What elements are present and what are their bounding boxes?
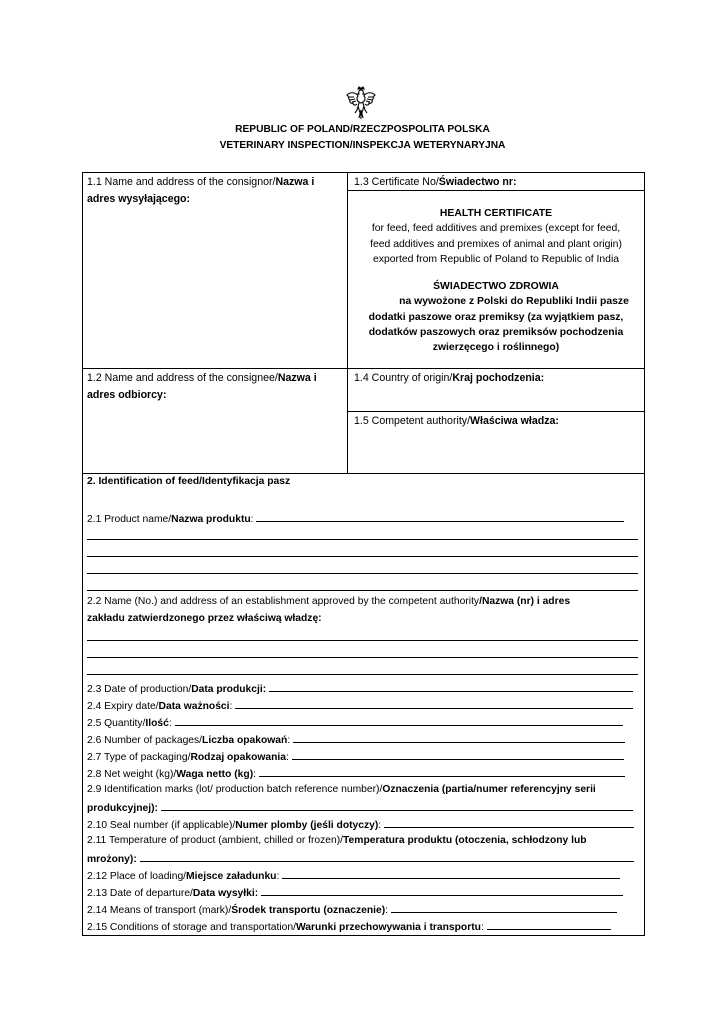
- header-country: REPUBLIC OF POLAND/RZECZPOSPOLITA POLSKA: [235, 124, 490, 135]
- health-certificate-title: HEALTH CERTIFICATE: [439, 208, 553, 219]
- cert-pl-line-4: zwierzęcego i roślinnego): [432, 342, 560, 354]
- field-2-8-line[interactable]: [259, 765, 625, 777]
- field-2-6-number-of-packages[interactable]: 2.6 Number of packages/Liczba opakowań:: [87, 731, 638, 749]
- polish-eagle-emblem: [345, 86, 377, 120]
- consignor-label: 1.1 Name and address of the consignor/Nazwa i adres wysyłającego:: [87, 176, 315, 205]
- field-2-1-extra-line-4[interactable]: [87, 590, 638, 591]
- field-2-3-line[interactable]: [269, 680, 633, 692]
- field-2-13-line[interactable]: [261, 884, 623, 896]
- field-2-15-line[interactable]: [487, 918, 611, 930]
- divider-1-5: [347, 411, 645, 412]
- swiadectwo-zdrowia-title: ŚWIADECTWO ZDROWIA: [433, 281, 559, 292]
- header-inspection: VETERINARY INSPECTION/INSPEKCJA WETERYNARYJNA: [219, 140, 506, 151]
- column-divider: [347, 172, 348, 474]
- field-2-1-extra-line-1[interactable]: [87, 539, 638, 540]
- field-2-13-date-of-departure[interactable]: 2.13 Date of departure/Data wysyłki:: [87, 884, 638, 902]
- field-2-6-line[interactable]: [293, 731, 625, 743]
- cert-pl-line-1: na wywożone z Polski do Republiki Indii pasze: [399, 296, 629, 308]
- divider-row-1-2: [82, 368, 645, 369]
- field-2-14-means-of-transport[interactable]: 2.14 Means of transport (mark)/Środek transportu (oznaczenie):: [87, 901, 638, 919]
- field-2-4-line[interactable]: [235, 697, 633, 709]
- cert-pl-line-3: dodatków paszowych oraz premiksów pochodzenia: [368, 326, 624, 338]
- section-2-title: 2. Identification of feed/Identyfikacja pasz: [87, 476, 291, 487]
- certificate-title-pl: [350, 279, 642, 355]
- field-2-2-line-1[interactable]: [87, 640, 638, 641]
- field-2-14-line[interactable]: [391, 901, 617, 913]
- field-2-5-line[interactable]: [175, 714, 623, 726]
- cert-en-line-3: exported from Republic of Poland to Republic of India: [372, 253, 620, 265]
- field-2-9-identification-marks: 2.9 Identification marks (lot/ production batch reference number)/Oznaczenia (partia/numer referencyjny serii: [87, 784, 596, 795]
- field-2-7-line[interactable]: [292, 748, 624, 760]
- cert-en-line-1: for feed, feed additives and premixes (except for feed,: [371, 223, 621, 235]
- field-2-2-establishment-cont: zakładu zatwierdzonego przez właściwą władzę:: [87, 613, 322, 624]
- field-2-15-conditions-of-storage[interactable]: 2.15 Conditions of storage and transportation/Warunki przechowywania i transportu:: [87, 918, 638, 936]
- field-2-10-line[interactable]: [384, 816, 634, 828]
- certificate-no-label: 1.3 Certificate No/Świadectwo nr:: [354, 176, 517, 188]
- field-2-3-date-of-production[interactable]: 2.3 Date of production/Data produkcji:: [87, 680, 638, 698]
- consignee-label: 1.2 Name and address of the consignee/Nazwa i adres odbiorcy:: [87, 372, 317, 401]
- competent-authority-label: 1.5 Competent authority/Właściwa władza:: [354, 415, 559, 427]
- country-of-origin-label: 1.4 Country of origin/Kraj pochodzenia:: [354, 372, 545, 384]
- field-2-2-line-3[interactable]: [87, 674, 638, 675]
- field-2-4-expiry-date[interactable]: 2.4 Expiry date/Data ważności:: [87, 697, 638, 715]
- cert-pl-line-2: dodatki paszowe oraz premiksy (za wyjątkiem pasz,: [368, 311, 624, 323]
- field-2-2-establishment: 2.2 Name (No.) and address of an establishment approved by the competent authority/Nazwa (nr) i adres: [87, 596, 571, 607]
- field-2-1-line[interactable]: [256, 510, 624, 522]
- field-2-12-line[interactable]: [282, 867, 620, 879]
- field-2-5-quantity[interactable]: 2.5 Quantity/Ilość:: [87, 714, 638, 732]
- certificate-title-en: [350, 206, 642, 267]
- field-2-2-line-2[interactable]: [87, 657, 638, 658]
- field-2-11-line[interactable]: [140, 850, 634, 862]
- cert-en-line-2: feed additives and premixes of animal and plant origin): [370, 238, 622, 250]
- field-2-9-identification-marks-cont[interactable]: produkcyjnej):: [87, 799, 638, 817]
- field-2-11-temperature: 2.11 Temperature of product (ambient, chilled or frozen)/Temperatura produktu (otoczenia, schłodzony lub: [87, 835, 587, 846]
- field-2-1-extra-line-3[interactable]: [87, 573, 638, 574]
- field-2-1-extra-line-2[interactable]: [87, 556, 638, 557]
- field-2-1-product-name[interactable]: 2.1 Product name/Nazwa produktu:: [87, 510, 638, 528]
- field-2-7-type-of-packaging[interactable]: 2.7 Type of packaging/Rodzaj opakowania:: [87, 748, 638, 766]
- field-2-10-seal-number[interactable]: 2.10 Seal number (if applicable)/Numer plomby (jeśli dotyczy):: [87, 816, 638, 834]
- field-2-8-net-weight[interactable]: 2.8 Net weight (kg)/Waga netto (kg):: [87, 765, 638, 783]
- field-2-9-line[interactable]: [161, 799, 633, 811]
- field-2-11-temperature-cont[interactable]: mrożony):: [87, 850, 638, 868]
- field-2-12-place-of-loading[interactable]: 2.12 Place of loading/Miejsce załadunku:: [87, 867, 638, 885]
